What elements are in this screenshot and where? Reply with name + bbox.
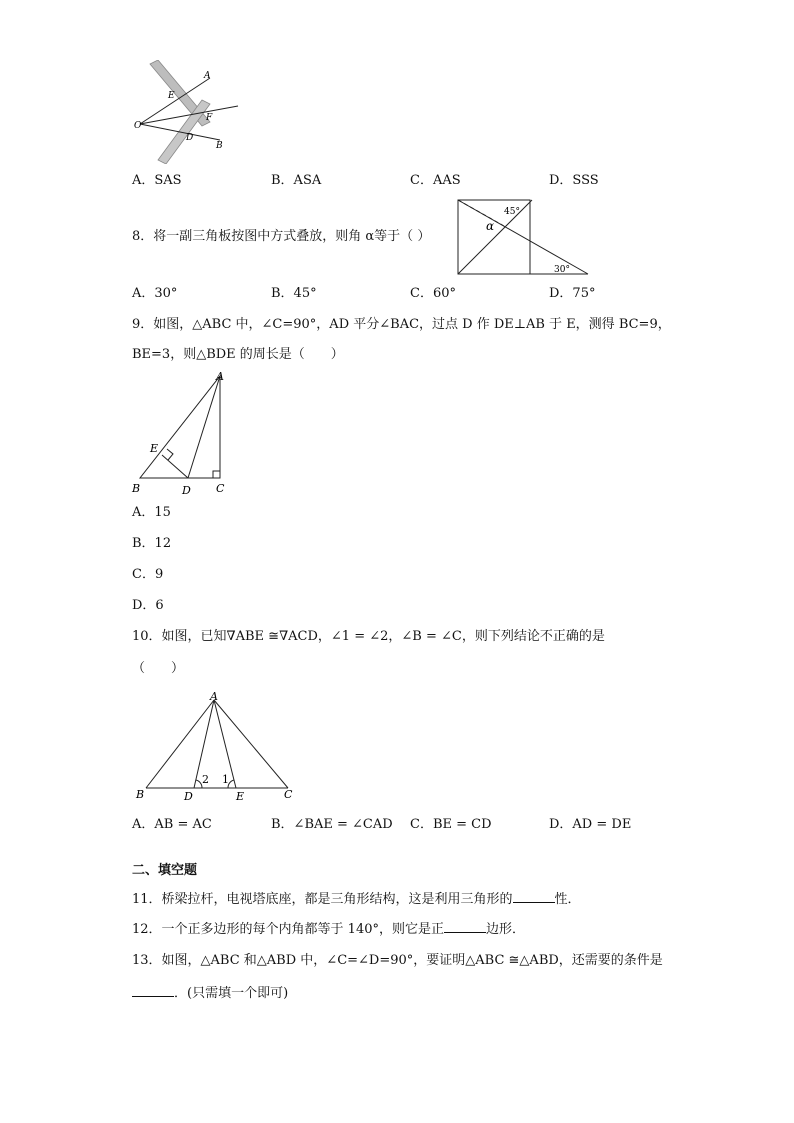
q13-line1: 13．如图，△ABC 和△ABD 中，∠C=∠D=90°，要证明△ABC ≅△ABD，还需要的条件是 — [132, 953, 663, 968]
q9-option-a: A．15 — [132, 505, 171, 520]
q12-text-after: 边形． — [486, 922, 526, 937]
q10-stem-line2: （ ） — [132, 661, 185, 676]
fig-q8-angle30: 30° — [554, 265, 570, 275]
figure-q10 — [132, 686, 302, 804]
figure-q9 — [128, 368, 236, 498]
fig-q10-e: E — [236, 790, 245, 803]
label-a: A — [204, 71, 211, 81]
q9-option-b: B．12 — [132, 536, 172, 551]
q11-answer-blank[interactable] — [513, 890, 555, 903]
fig-q10-2: 2 — [202, 773, 209, 786]
fig-q8-angle45: 45° — [504, 207, 520, 217]
q9-option-c: C．9 — [132, 567, 164, 582]
fig-q10-1: 1 — [222, 773, 229, 786]
q7-option-a: A．SAS — [132, 173, 182, 188]
q9-stem-line1: 9．如图，△ABC 中，∠C=90°，AD 平分∠BAC，过点 D 作 DE⊥AB 于 E，测得 BC=9， — [132, 317, 671, 332]
figure-q8 — [452, 196, 594, 278]
q8-stem: 8．将一副三角板按图中方式叠放，则角 α等于（ ） — [132, 229, 431, 244]
fig-q9-b: B — [132, 482, 141, 495]
q8-option-c: C．60° — [410, 286, 456, 301]
fig-q10-b: B — [136, 788, 145, 801]
q11-text-after: 性． — [554, 892, 581, 907]
label-d: D — [186, 133, 194, 143]
fig-q10-c: C — [284, 788, 293, 801]
q10-option-b: B．∠BAE = ∠CAD — [271, 817, 393, 832]
q13-text-after: ．(只需填一个即可) — [174, 986, 289, 1001]
q12-answer-blank[interactable] — [444, 920, 486, 933]
fig-q9-e: E — [150, 442, 159, 455]
q8-option-b: B．45° — [271, 286, 317, 301]
fig-q8-alpha: α — [486, 219, 495, 233]
q13-line2 — [132, 984, 288, 1003]
fig-q10-a: A — [210, 690, 218, 703]
fig-q9-a: A — [216, 370, 224, 383]
label-o: O — [134, 121, 142, 131]
q12 — [132, 920, 525, 939]
q8-option-a: A．30° — [132, 286, 178, 301]
label-f: F — [206, 113, 213, 123]
q9-option-d: D．6 — [132, 598, 164, 613]
fig-q10-d: D — [184, 790, 193, 803]
q10-option-d: D．AD = DE — [549, 817, 632, 832]
q11 — [132, 890, 581, 909]
figure-q7 — [128, 60, 244, 164]
ruler-right — [158, 100, 210, 164]
q8-option-d: D．75° — [549, 286, 596, 301]
section-title-fill-in: 二、填空题 — [132, 863, 198, 878]
q11-text-before: 11．桥梁拉杆，电视塔底座，都是三角形结构，这是利用三角形的 — [132, 892, 513, 907]
q12-text-before: 12．一个正多边形的每个内角都等于 140°，则它是正 — [132, 922, 444, 937]
q10-option-c: C．BE = CD — [410, 817, 492, 832]
label-b: B — [216, 141, 223, 151]
q7-option-b: B．ASA — [271, 173, 322, 188]
fig-q9-c: C — [216, 482, 225, 495]
q7-option-c: C．AAS — [410, 173, 461, 188]
label-e: E — [168, 91, 175, 101]
fig-q9-d: D — [182, 484, 191, 497]
q7-option-d: D．SSS — [549, 173, 599, 188]
q10-stem-line1: 10．如图，已知∇ABE ≅∇ACD，∠1 = ∠2，∠B = ∠C，则下列结论不正确的是 — [132, 629, 605, 644]
q10-option-a: A．AB = AC — [132, 817, 212, 832]
q13-answer-blank[interactable] — [132, 984, 174, 997]
q9-stem-line2: BE=3，则△BDE 的周长是（ ） — [132, 347, 344, 362]
